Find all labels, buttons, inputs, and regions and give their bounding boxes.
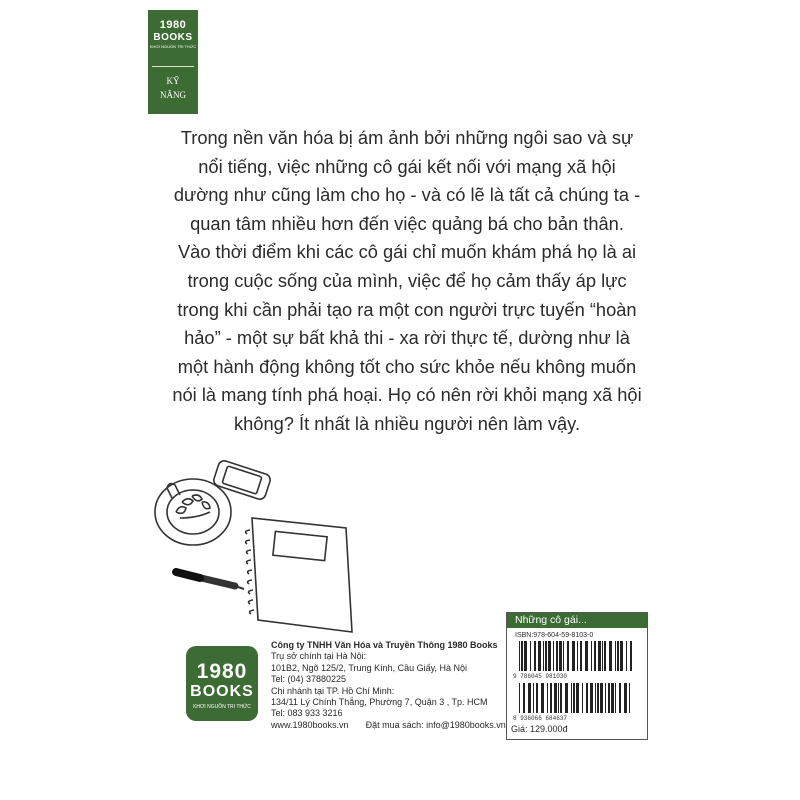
back-cover-blurb: Trong nền văn hóa bị ám ảnh bởi những ngôi sao và sự nổi tiếng, việc những cô gái kết nối với mạng xã hội dường như cũng làm cho họ - và có lẽ là tất cả chúng ta - quan tâm nhiều hơn đến việc quảng bá cho bản thân. Vào thời điểm khi các cô gái chỉ muốn khám phá họ là ai trong cuộc sống của mình, việc để họ cảm thấy áp lực trong khi cần phải tạo ra một con người trực tuyến “hoàn hảo” - một sự bất khả thi - xa rời thực tế, dường như là một hành động không tốt cho sức khỏe nếu không muốn nói là mang tính phá hoại. Họ có nên rời khỏi mạng xã hội không? Ít nhất là nhiều người nên làm vậy. [172, 127, 642, 434]
barcode-bar [591, 641, 592, 671]
hq-address: 101B2, Ngõ 125/2, Trung Kính, Cầu Giấy, Hà Nội [271, 662, 467, 673]
phone-icon [212, 459, 271, 500]
barcode-bar [559, 641, 562, 671]
category-label [148, 74, 198, 102]
barcode-bar [619, 683, 621, 713]
barcode-bar [620, 641, 623, 671]
contact-row [271, 720, 506, 731]
barcode-bar [528, 683, 531, 713]
spine-logo-books: BOOKS [153, 32, 193, 43]
barcode-bar [602, 641, 603, 671]
barcode-bar [594, 641, 596, 671]
coffee-cup-icon [155, 479, 231, 545]
barcode-bar [605, 683, 606, 713]
barcode-bar [609, 641, 612, 671]
publisher-logo-books: BOOKS [190, 683, 254, 700]
barcode-box [506, 612, 648, 740]
publisher-logo [186, 646, 258, 721]
isbn-barcode-digits: 9 786045 981030 [513, 673, 568, 680]
branch-tel: Tel: 083 933 3216 [271, 708, 343, 719]
barcode-bar [600, 683, 603, 713]
pen-icon [176, 572, 244, 589]
product-barcode-digits: 8 936066 684637 [513, 715, 568, 722]
publisher-logo-tagline: KHƠI NGUỒN TRI THỨC [193, 704, 251, 710]
barcode-bar [560, 683, 562, 713]
barcode-bar [534, 641, 536, 671]
barcode-bar [543, 641, 544, 671]
order-email: Đặt mua sách: info@1980books.vn [365, 719, 506, 730]
barcode-bar [563, 641, 564, 671]
barcode-bar [548, 641, 551, 671]
barcode-bar [624, 683, 627, 713]
isbn-text: ISBN:978-604-59-8103-0 [515, 632, 594, 639]
spine-logo [148, 10, 198, 62]
barcode-bar [615, 641, 616, 671]
barcode-bar [553, 641, 554, 671]
barcode-bar [617, 641, 619, 671]
barcode-bar [545, 641, 547, 671]
barcode-bar [608, 683, 610, 713]
barcode-bar [585, 641, 588, 671]
category-line-1: KỸ [166, 76, 180, 86]
barcode-bar [530, 641, 531, 671]
barcode-bar [630, 641, 632, 671]
spine-logo-tagline: KHƠI NGUỒN TRI THỨC [149, 44, 197, 49]
barcode-bar [629, 683, 630, 713]
barcode-bar [565, 683, 568, 713]
barcode-bar [554, 683, 557, 713]
barcode-bar [604, 641, 606, 671]
barcode-graphic [511, 641, 643, 723]
barcode-bar [523, 683, 525, 713]
product-barcode [519, 683, 630, 713]
branch-label: Chi nhánh tại TP. Hồ Chí Minh: [271, 685, 395, 696]
barcode-bar [611, 683, 614, 713]
barcode-bar [558, 683, 559, 713]
spine-logo-year: 1980 [159, 19, 187, 31]
desk-illustration [140, 450, 460, 650]
publisher-website: www.1980books.vn [271, 719, 349, 730]
barcode-bar [573, 683, 575, 713]
hq-tel: Tel: (04) 37880225 [271, 674, 347, 685]
barcode-bar [550, 683, 552, 713]
barcode-bar [519, 683, 520, 713]
isbn-barcode [519, 641, 632, 671]
barcode-bar [571, 683, 572, 713]
barcode-bar [547, 683, 548, 713]
barcode-bar [595, 683, 596, 713]
notebook-icon [246, 518, 352, 632]
barcode-bar [576, 683, 579, 713]
barcode-bar [538, 641, 541, 671]
barcode-bar [586, 683, 588, 713]
barcode-bar [597, 683, 599, 713]
publisher-info [271, 640, 506, 731]
price-label: Giá: 129.000đ [511, 724, 568, 734]
barcode-bar [533, 683, 534, 713]
book-title-tab: Những cô gái... [507, 613, 647, 628]
spine-publisher-tab [148, 10, 198, 114]
barcode-bar [590, 683, 593, 713]
barcode-bar [598, 641, 601, 671]
barcode-bar [572, 641, 575, 671]
publisher-company: Công ty TNHH Văn Hóa và Truyền Thông 1980 Books [271, 640, 498, 650]
spine-divider [152, 66, 194, 67]
barcode-bar [577, 641, 578, 671]
publisher-logo-year: 1980 [196, 660, 248, 683]
barcode-bar [615, 683, 616, 713]
barcode-bar [524, 641, 527, 671]
barcode-bar [519, 641, 520, 671]
barcode-bar [521, 641, 523, 671]
barcode-bar [541, 683, 544, 713]
branch-address: 134/11 Lý Chính Thắng, Phường 7, Quận 3 , Tp. HCM [271, 697, 488, 708]
barcode-bar [556, 641, 558, 671]
hq-label: Trụ sở chính tại Hà Nội: [271, 651, 367, 662]
barcode-bar [580, 641, 582, 671]
barcode-bar [536, 683, 538, 713]
barcode-bar [567, 641, 569, 671]
barcode-bar [626, 641, 627, 671]
barcode-bar [582, 683, 583, 713]
category-line-2: NĂNG [160, 90, 186, 100]
